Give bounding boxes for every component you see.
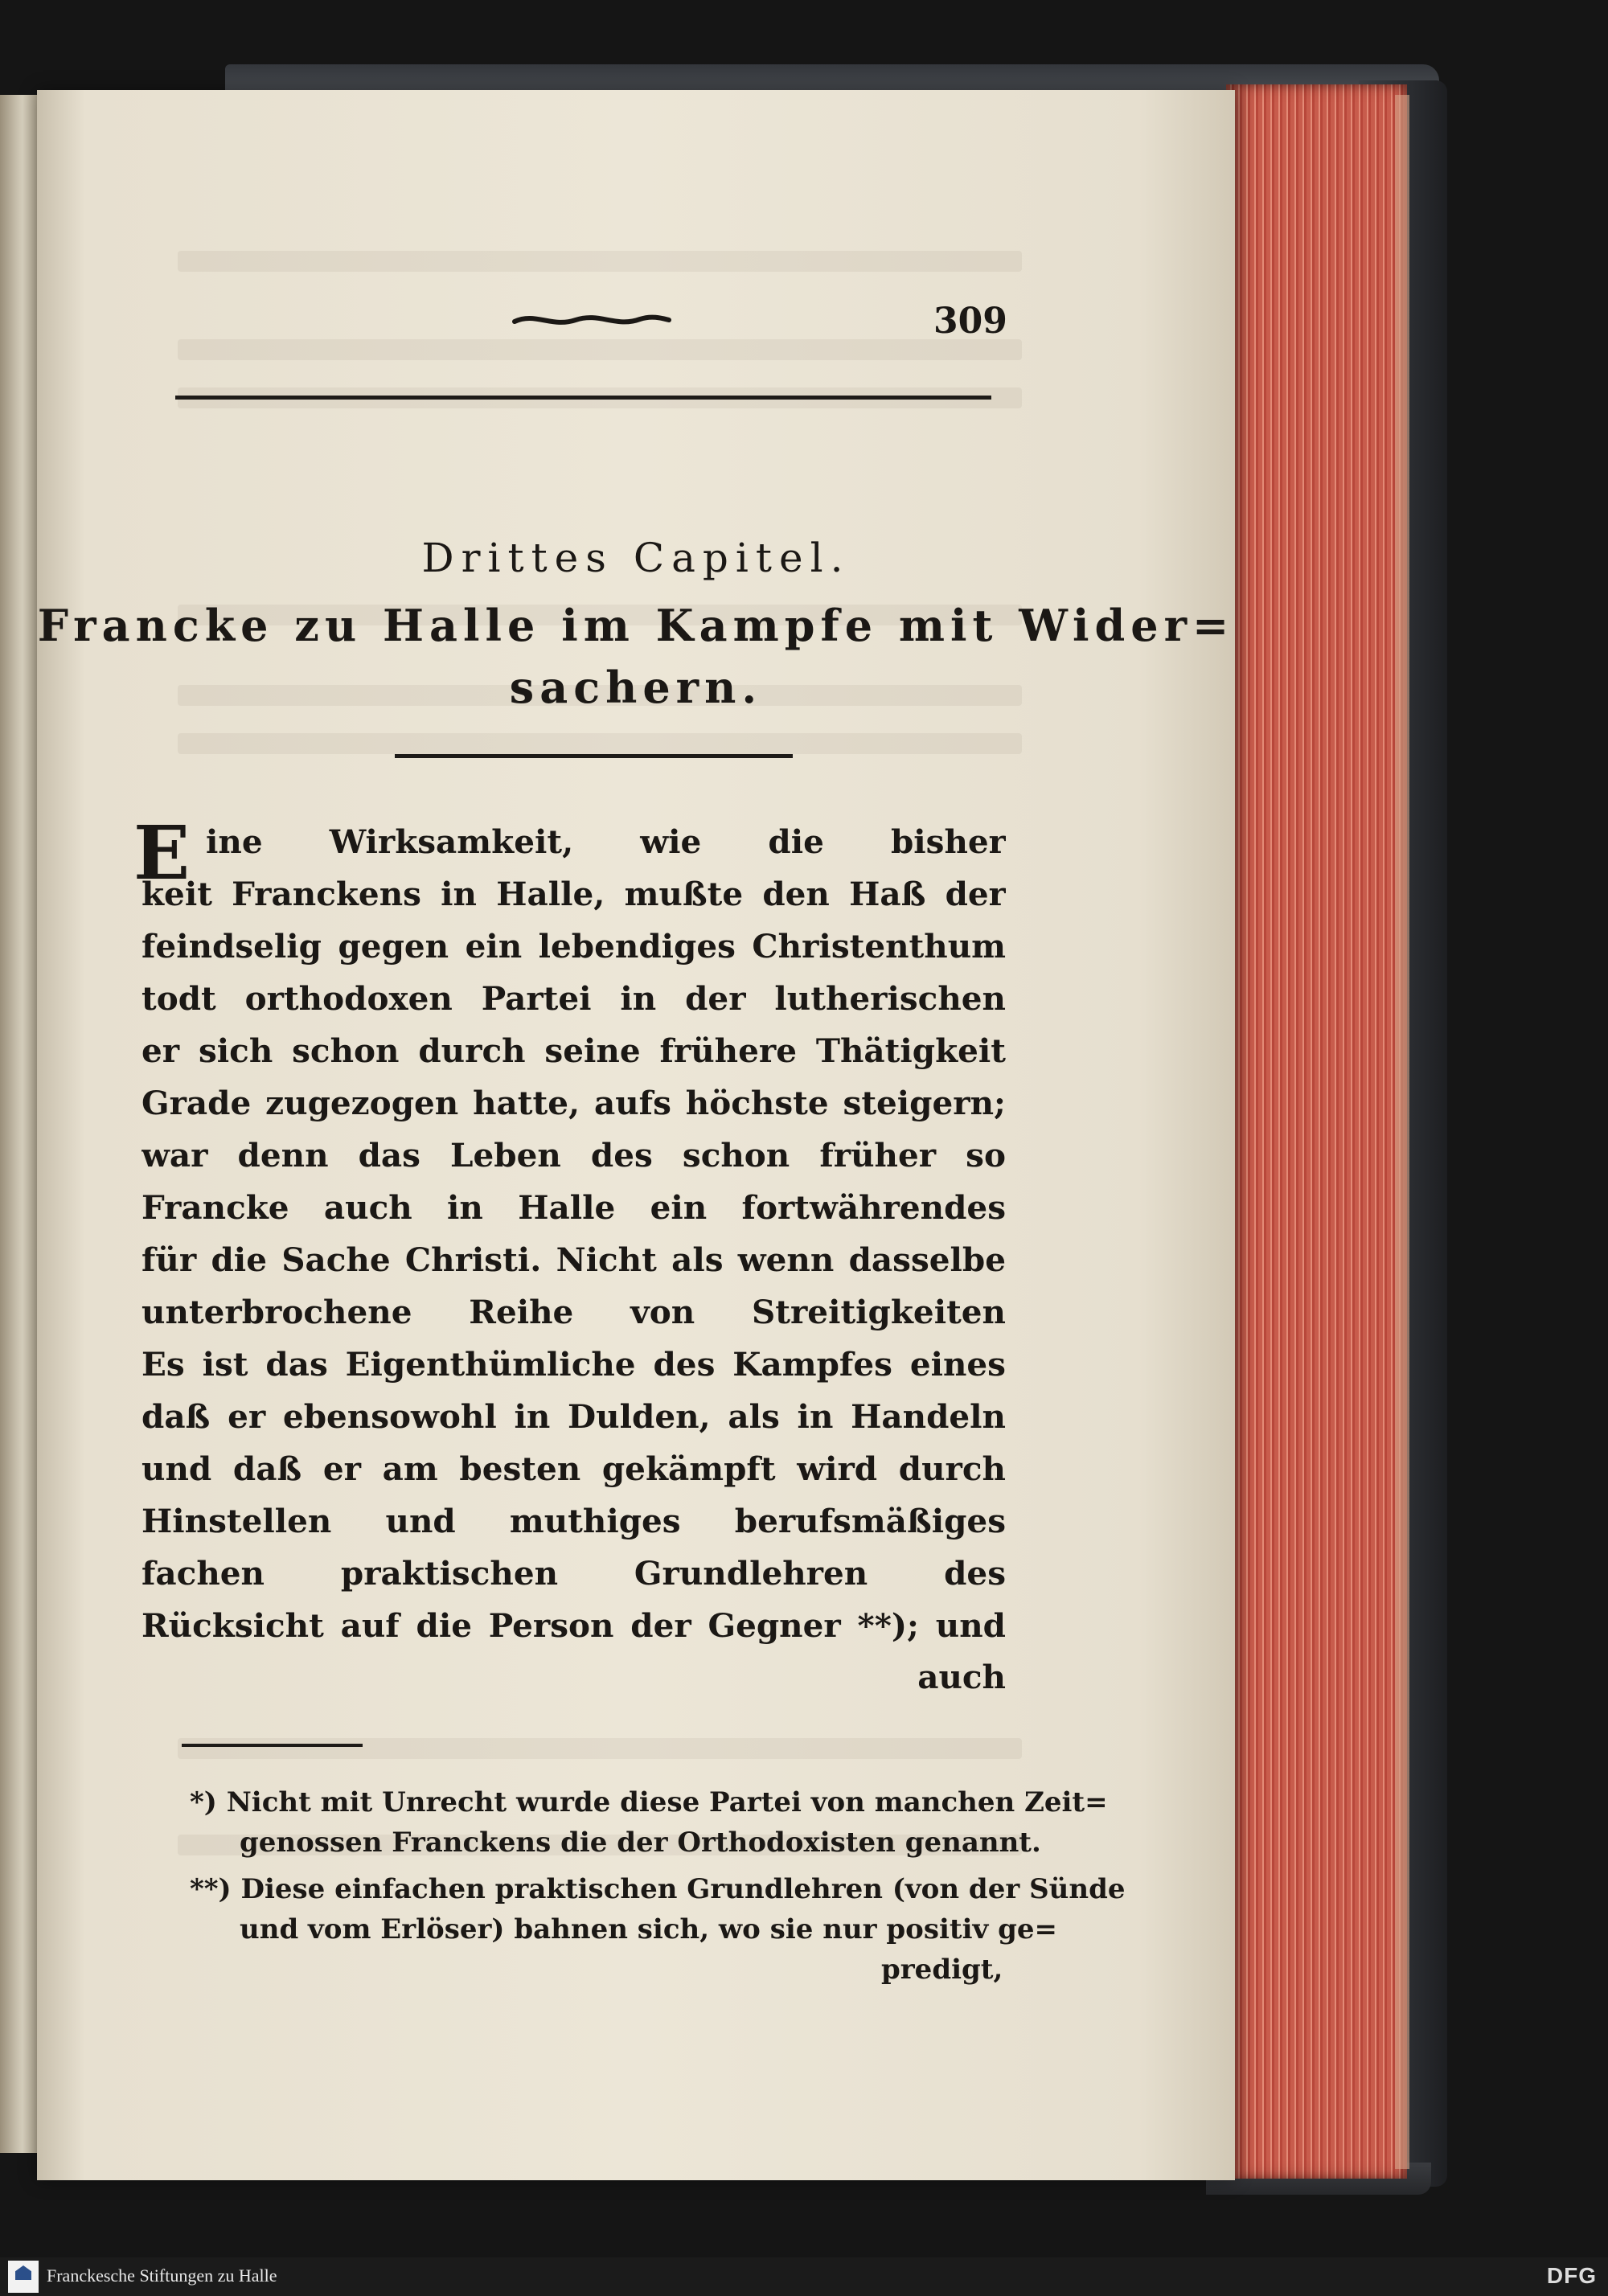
- body-line: Rücksicht auf die Person der Gegner **); und: [142, 1606, 1006, 1645]
- chapter-title-line: Francke zu Halle im Kampfe mit Wider=: [37, 600, 1235, 651]
- body-line: ine Wirksamkeit, wie die bisher: [206, 822, 1006, 861]
- footnote-line: genossen Franckens die der Orthodoxisten genannt.: [240, 1827, 1041, 1859]
- book-page: [37, 90, 1235, 2180]
- body-line: war denn das Leben des schon früher so: [142, 1136, 1006, 1175]
- red-page-edges: [1226, 84, 1407, 2179]
- header-rule: [175, 396, 991, 400]
- body-line: keit Franckens in Halle, mußte den Haß der: [142, 875, 1006, 913]
- bleed-through: [178, 339, 1022, 360]
- chapter-label: Drittes Capitel.: [421, 535, 851, 581]
- body-line: Hinstellen und muthiges berufsmäßiges: [142, 1502, 1006, 1540]
- footnote-rule: [182, 1744, 363, 1747]
- header-ornament-icon: [511, 307, 672, 331]
- footnote-line: *) Nicht mit Unrecht wurde diese Partei von manchen Zeit=: [190, 1786, 1108, 1818]
- body-line: und daß er am besten gekämpft wird durch: [142, 1449, 1006, 1488]
- catchword: auch: [917, 1658, 1006, 1696]
- page-number: 309: [933, 301, 1007, 342]
- footnote-line: und vom Erlöser) bahnen sich, wo sie nur positiv ge=: [240, 1913, 1058, 1945]
- page-edge-highlight: [1395, 95, 1409, 2169]
- bleed-through: [178, 1738, 1022, 1759]
- institution-logo-icon: [8, 2261, 39, 2293]
- bleed-through: [178, 251, 1022, 272]
- footnote-line: **) Diese einfachen praktischen Grundlehren (von der Sünde: [190, 1873, 1126, 1905]
- body-line: Francke auch in Halle ein fortwährendes: [142, 1188, 1006, 1227]
- chapter-rule: [395, 754, 793, 758]
- body-line: für die Sache Christi. Nicht als wenn dasselbe: [142, 1240, 1006, 1279]
- body-line: fachen praktischen Grundlehren des: [142, 1554, 1006, 1593]
- institution-name: Franckesche Stiftungen zu Halle: [47, 2265, 277, 2286]
- body-line: todt orthodoxen Partei in der lutherischen: [142, 979, 1006, 1018]
- footer-bar: [0, 2257, 1608, 2296]
- drop-cap: E: [133, 810, 191, 896]
- bleed-through: [178, 733, 1022, 754]
- footnote-line: predigt,: [881, 1954, 1003, 1986]
- body-line: er sich schon durch seine frühere Thätigkeit: [142, 1031, 1006, 1070]
- body-line: feindselig gegen ein lebendiges Christenthum: [142, 927, 1006, 966]
- body-line: daß er ebensowohl in Dulden, als in Handeln: [142, 1397, 1006, 1436]
- dfg-logo: DFG: [1546, 2263, 1597, 2288]
- left-page-sliver: [0, 95, 37, 2153]
- chapter-title-line: sachern.: [509, 662, 763, 713]
- body-line: Es ist das Eigenthümliche des Kampfes eines: [142, 1345, 1006, 1384]
- body-line: unterbrochene Reihe von Streitigkeiten: [142, 1293, 1006, 1331]
- body-line: Grade zugezogen hatte, aufs höchste steigern;: [142, 1084, 1006, 1122]
